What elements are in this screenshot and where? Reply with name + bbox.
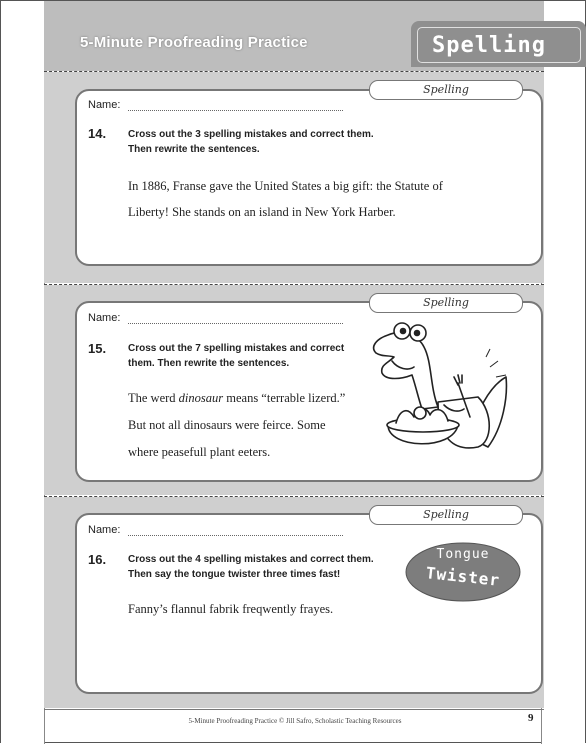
exercise-number: 16. — [88, 552, 107, 567]
subject-tab — [411, 21, 586, 67]
exercise-sentence: The werd dinosaur means “terrable lizerd.” — [128, 391, 346, 405]
footer-rule — [44, 709, 544, 710]
page-header — [44, 1, 544, 71]
exercise-sentence: In 1886, Franse gave the United States a big gift: the Statute of — [128, 179, 443, 193]
exercise-instruction: Cross out the 4 spelling mistakes and correct them. Then say the tongue twister three times fast! — [128, 554, 374, 580]
spelling-tag: Spelling — [369, 293, 523, 313]
right-margin — [541, 1, 585, 744]
spelling-tag: Spelling — [369, 505, 523, 525]
page-title: 5-Minute Proofreading Practice — [80, 34, 308, 51]
name-label: Name: — [88, 99, 121, 111]
exercise-sentence: where peasefull plant eeters. — [128, 445, 271, 459]
exercise-sentence: But not all dinosaurs were feirce. Some — [128, 418, 326, 432]
exercise-instruction: Cross out the 7 spelling mistakes and correct them. Then rewrite the sentences. — [128, 343, 345, 369]
name-field[interactable] — [128, 323, 343, 324]
exercise-card — [75, 89, 543, 266]
footer-credit: 5-Minute Proofreading Practice © Jill Safro, Scholastic Teaching Resources — [188, 717, 402, 725]
name-label: Name: — [88, 312, 121, 324]
exercise-instruction: Cross out the 3 spelling mistakes and correct them. Then rewrite the sentences. — [128, 129, 374, 155]
exercise-section-15 — [44, 285, 544, 495]
page-number: 9 — [528, 712, 534, 724]
name-field[interactable] — [128, 535, 343, 536]
left-margin — [1, 1, 45, 744]
dinosaur-illustration — [358, 317, 518, 467]
exercise-section-14 — [44, 72, 544, 283]
name-label: Name: — [88, 524, 121, 536]
name-field[interactable] — [128, 110, 343, 111]
badge-line-1: Tongue — [436, 547, 490, 562]
exercise-number: 14. — [88, 126, 107, 141]
exercise-sentence: Fanny’s flannul fabrik freqwently frayes. — [128, 602, 334, 616]
subject-title: Spelling — [432, 33, 546, 58]
exercise-number: 15. — [88, 341, 107, 356]
spelling-tag: Spelling — [369, 80, 523, 100]
badge-line-2: Twister — [424, 563, 502, 590]
exercise-sentence: Liberty! She stands on an island in New York Harber. — [128, 205, 396, 219]
